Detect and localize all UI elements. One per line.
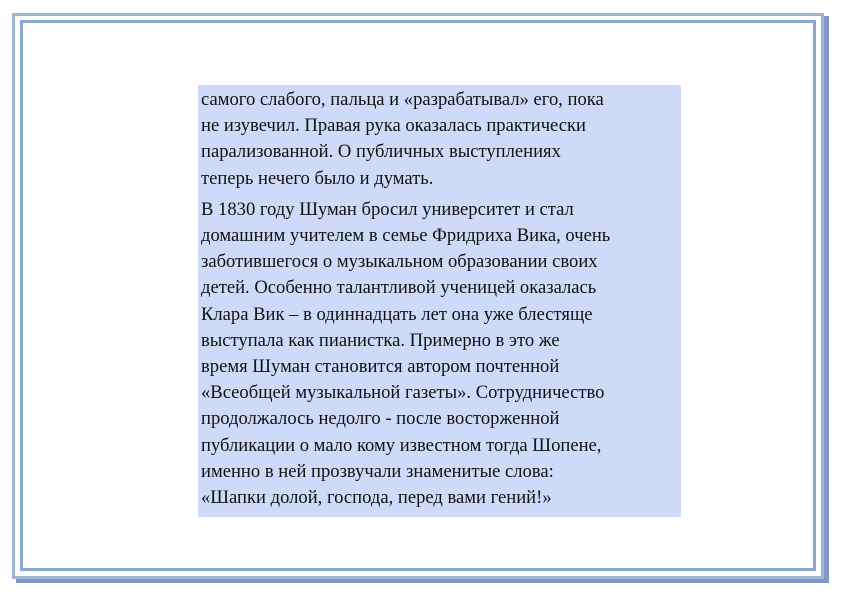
text-line: Клара Вик – в одиннадцать лет она уже блестяще [201,303,593,325]
text-line: время Шуман становится автором почтенной [201,356,560,378]
text-line: домашним учителем в семье Фридриха Вика, очень [201,225,611,247]
paragraph-2 [201,197,678,511]
paragraph-1 [201,87,678,192]
text-line: «Всеобщей музыкальной газеты». Сотрудничество [201,382,605,404]
text-line: выступала как пианистка. Примерно в это же [201,329,560,351]
text-line: продолжалось недолго - после восторженной [201,408,560,430]
frame-shadow-bottom [16,579,829,583]
text-line: детей. Особенно талантливой ученицей оказалась [201,277,597,299]
text-line: теперь нечего было и думать. [201,167,434,189]
frame-shadow-right [824,16,829,582]
text-line: не изувечил. Правая рука оказалась практически [201,115,587,137]
text-line: «Шапки долой, господа, перед вами гений!» [201,487,552,509]
text-line: именно в ней прозвучали знаменитые слова: [201,460,554,482]
text-line: заботившегося о музыкальном образовании своих [201,251,598,273]
text-line: публикации о мало кому известном тогда Шопене, [201,434,602,456]
text-line: самого слабого, пальца и «разрабатывал» его, пока [201,89,604,110]
text-line: парализованной. О публичных выступлениях [201,141,561,163]
text-box [198,85,681,517]
text-line: В 1830 году Шуман бросил университет и стал [201,198,574,220]
